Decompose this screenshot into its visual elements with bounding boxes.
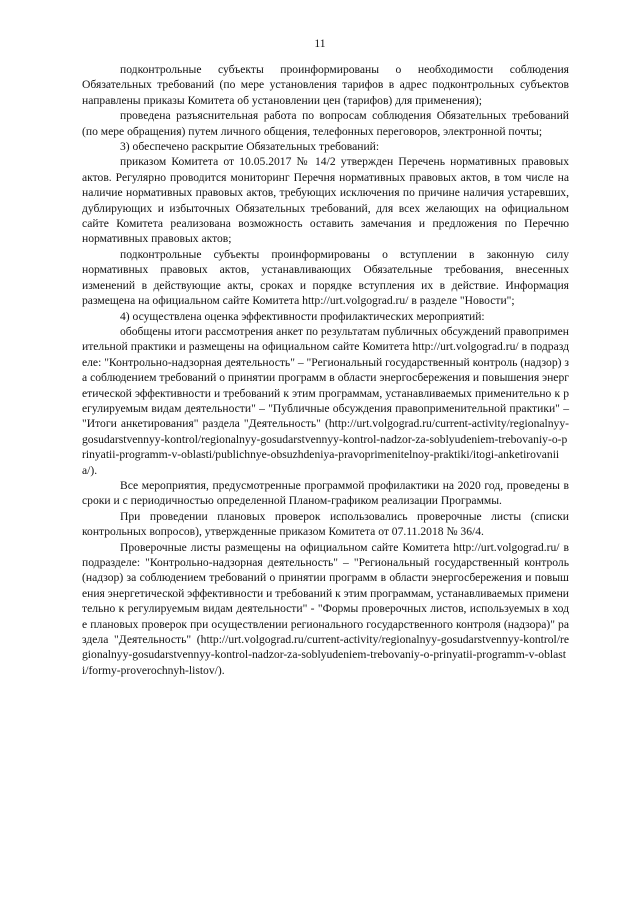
paragraph-explanatory-work: проведена разъяснительная работа по вопросам соблюдения Обязательных требований (по мере обращения) путем личного общения, телефонных переговоров, электронной почты; — [82, 109, 569, 138]
paragraph-entry-into-force: подконтрольные субъекты проинформированы о вступлении в законную силу нормативных правовых актов, устанавливающих Обязательные требования, внесенных изменений в действующие акты, сроках и порядке вступления их в действие. Информация размещена на официальном сайте Комитета http://urt.volgograd.ru/ в разделе "Новости"; — [82, 247, 569, 308]
paragraph-activities-completed: Все мероприятия, предусмотренные программой профилактики на 2020 год, проведены в сроки и с периодичностью определенной Планом-графиком реализации Программы. — [82, 478, 569, 508]
page-number: 11 — [314, 37, 326, 50]
paragraph-survey-results: обобщены итоги рассмотрения анкет по результатам публичных обсуждений правоприменительной практики и размещены на официальном сайте Комитета http://urt.volgograd.ru/ в подразделе: "Контрольно-надзорная деятельность" – "Региональный государственный контроль (надзор) за соблюдением требований о принятии программ в области энергосбережения и повышения энергетической эффективности и требований к этим программам, устанавливаемых применительно к регулируемым видам деятельности" – "Публичные обсуждения правоприменительной практики" – "Итоги анкетирования" раздела "Деятельность" (http://urt.volgograd.ru/current-activity/regionalnyy-gosudarstvennyy-kontrol/regionalnyy-gosudarstvennyy-kontrol-nadzor-za-soblyudeniem-trebovaniy-o-prinyatii-programm-v-oblasti/publichnye-obsuzhdeniya-pravoprimenitelnoy-praktiki/itogi-anketirovaniia/). — [82, 324, 569, 477]
document-body — [82, 62, 569, 678]
paragraph-subjects-informed: подконтрольные субъекты проинформированы о необходимости соблюдения Обязательных требований (по мере установления тарифов в адрес подконтрольных субъектов направлены приказы Комитета об установлении цен (тарифов) для применения); — [82, 63, 569, 107]
paragraph-item-3-heading: 3) обеспечено раскрытие Обязательных требований: — [120, 140, 380, 154]
paragraph-checklists-used: При проведении плановых проверок использовались проверочные листы (списки контрольных вопросов), утвержденные приказом Комитета от 07.11.2018 № 36/4. — [82, 509, 569, 539]
paragraph-checklists-published: Проверочные листы размещены на официальном сайте Комитета http://urt.volgograd.ru/ в подразделе: "Контрольно-надзорная деятельность" – "Региональный государственный контроль (надзор) за соблюдением требований о принятии программ в области энергосбережения и повышения энергетической эффективности и требований к этим программам, устанавливаемых применительно к регулируемым видам деятельности" - "Формы проверочных листов, используемых в ходе плановых проверок при осуществлении регионального государственного контроля (надзора)" раздела "Деятельность" (http://urt.volgograd.ru/current-activity/regionalnyy-gosudarstvennyy-kontrol/regionalnyy-gosudarstvennyy-kontrol-nadzor-za-soblyudeniem-trebovaniy-o-prinyatii-programm-v-oblasti/formy-proverochnyh-listov/). — [82, 540, 569, 677]
paragraph-legal-acts-list: приказом Комитета от 10.05.2017 № 14/2 утвержден Перечень нормативных правовых актов. Регулярно проводится мониторинг Перечня нормативных правовых актов, в том числе на наличие нормативных правовых актов, требующих исключения по причине наличия устаревших, дублирующих и избыточных Обязательных требований, для всех желающих на официальном сайте Комитета реализована возможность оставить замечания и предложения по Перечню нормативных правовых актов; — [82, 155, 569, 246]
paragraph-item-4-heading: 4) осуществлена оценка эффективности профилактических мероприятий: — [120, 309, 485, 323]
